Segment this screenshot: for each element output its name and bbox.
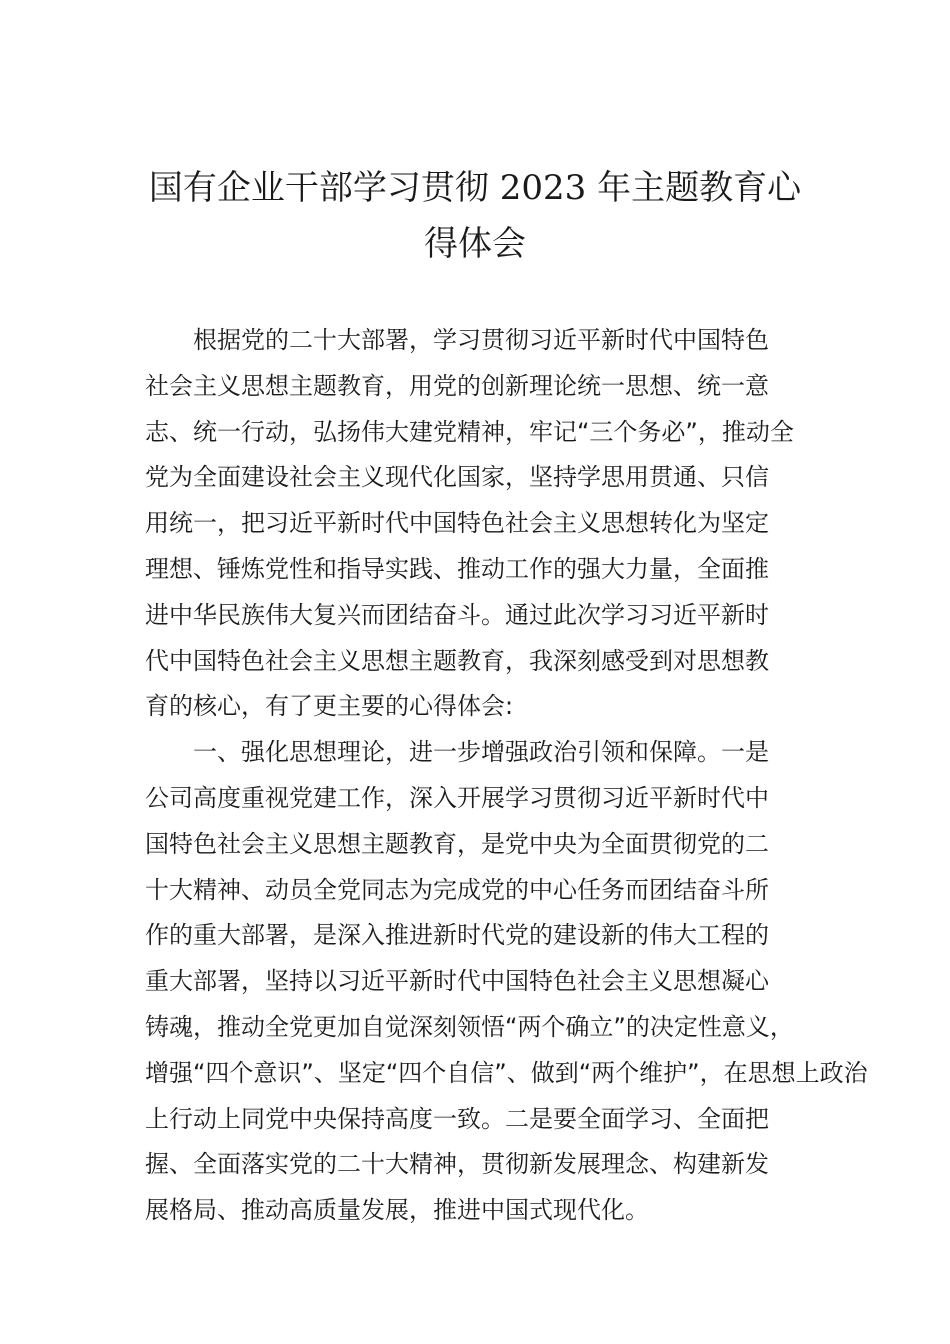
- paragraph-line: 重大部署，坚持以习近平新时代中国特色社会主义思想凝心: [145, 967, 769, 996]
- paragraph-line: 上行动上同党中央保持高度一致。二是要全面学习、全面把: [145, 1104, 769, 1133]
- paragraph-line: 握、全面落实党的二十大精神，贯彻新发展理念、构建新发: [145, 1150, 769, 1179]
- document-title: [120, 160, 830, 272]
- document-body: [145, 318, 868, 1234]
- paragraph-line: 一、强化思想理论，进一步增强政治引领和保障。一是: [193, 738, 769, 767]
- paragraph-line: 社会主义思想主题教育，用党的创新理论统一思想、统一意: [145, 371, 769, 400]
- title-line: 国有企业干部学习贯彻 2023 年主题教育心: [148, 168, 802, 208]
- paragraph-line: 党为全面建设社会主义现代化国家，坚持学思用贯通、只信: [145, 463, 769, 492]
- paragraph-line: 十大精神、动员全党同志为完成党的中心任务而团结奋斗所: [145, 875, 769, 904]
- paragraph-line: 作的重大部署，是深入推进新时代党的建设新的伟大工程的: [145, 921, 769, 950]
- title-line: 得体会: [424, 224, 526, 264]
- paragraph-line: 增强“四个意识”、坚定“四个自信”、做到“两个维护”，在思想上政治: [145, 1058, 868, 1087]
- paragraph-line: 根据党的二十大部署，学习贯彻习近平新时代中国特色: [193, 326, 769, 354]
- paragraph-line: 志、统一行动，弘扬伟大建党精神，牢记“三个务必”，推动全: [145, 417, 794, 446]
- paragraph-line: 理想、锤炼党性和指导实践、推动工作的强大力量，全面推: [145, 554, 769, 583]
- paragraph-line: 铸魂，推动全党更加自觉深刻领悟“两个确立”的决定性意义，: [145, 1012, 794, 1041]
- paragraph-line: 代中国特色社会主义思想主题教育，我深刻感受到对思想教: [145, 646, 769, 675]
- paragraph-intro: [145, 318, 815, 730]
- paragraph-line: 育的核心，有了更主要的心得体会:: [145, 692, 514, 721]
- paragraph-line: 国特色社会主义思想主题教育，是党中央为全面贯彻党的二: [145, 829, 769, 858]
- paragraph-line: 用统一，把习近平新时代中国特色社会主义思想转化为坚定: [145, 509, 769, 538]
- paragraph-line: 公司高度重视党建工作，深入开展学习贯彻习近平新时代中: [145, 783, 769, 812]
- paragraph-line: 进中华民族伟大复兴而团结奋斗。通过此次学习习近平新时: [145, 600, 769, 629]
- paragraph-line: 展格局、推动高质量发展，推进中国式现代化。: [145, 1196, 649, 1225]
- paragraph-section-one: [145, 730, 868, 1234]
